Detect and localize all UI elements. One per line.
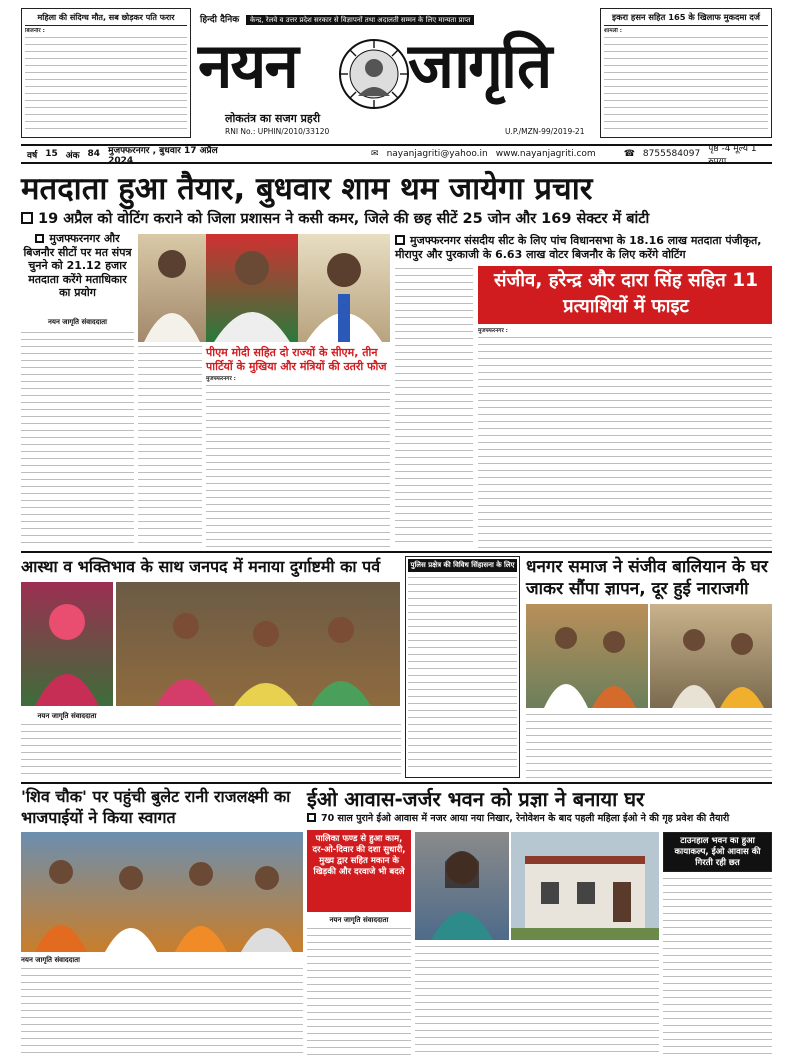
bullet-square-icon [35, 234, 44, 243]
durga-story-text [21, 722, 401, 778]
lead-right-head-text: मुजफ्फरनगर संसदीय सीट के लिए पांच विधानसभा के 18.16 लाख मतदाता पंजीकृत, मीरापुर और पुरकाजी के 6.63 लाख वोटर बिजनौर के लिए करेंगे वोटिंग [395, 234, 762, 261]
pages-price: पृष्ठ -4 मूल्य 1 रुपया [708, 144, 757, 167]
bullet-square-icon [307, 813, 316, 822]
lead-subhead-text: 19 अप्रैल को वोटिंग कराने को जिला प्रशासन ने कसी कमर, जिले की छह सीटें 25 जोन और 169 सेक्टर में बांटी [38, 211, 650, 227]
masthead-name-left: नयन [198, 29, 297, 102]
eo-col3-text [663, 876, 772, 1056]
modi-story-dateline: मुजफ्फरनगर : [206, 376, 236, 382]
masthead-name-right: जागृति [408, 29, 551, 102]
modi-story-text [206, 376, 390, 548]
lead-left-column-text [21, 330, 134, 548]
lead-subhead [21, 210, 772, 228]
place-date: मुजफ्फरनगर , बुधवार 17 अप्रैल 2024 [108, 145, 218, 166]
right-box-title: इकरा हसन सहित 165 के खिलाफ मुकदमा दर्ज [604, 12, 768, 26]
modi-story-headline: पीएम मोदी सहित दो राज्यों के सीएम, तीन पार्टियों के मुखिया और मंत्रियों की उतरी फौज [206, 346, 387, 373]
dhangar-photo-2 [650, 604, 772, 708]
dhangar-photo-1 [526, 604, 648, 708]
left-box-lead: बिजनौर : [25, 28, 45, 34]
lead-right-head [395, 234, 772, 262]
year-label: वर्ष [27, 150, 38, 161]
masthead-recognition: केन्द्र, रेलवे व उत्तर प्रदेश सरकार से विज्ञापनों तथा अदालती सम्मन के लिए मान्यता प्राप्त [246, 15, 474, 25]
durga-idol-photo [21, 582, 113, 706]
candidate-photo-1 [138, 234, 206, 342]
sanjeev-story-text [478, 328, 772, 548]
dhangar-story-text [526, 712, 772, 778]
eo-house-photo [511, 832, 659, 940]
email-address[interactable]: nayanjagriti@yahoo.in [386, 149, 488, 159]
eo-story-headline: ईओ आवास-जर्जर भवन को प्रज्ञा ने बनाया घर [307, 787, 645, 811]
eo-portrait-photo [415, 832, 509, 940]
masthead-hindi-dainik: हिन्दी दैनिक [200, 15, 240, 25]
section-divider [21, 782, 772, 784]
bullet-square-icon [395, 235, 405, 245]
candidate-photo-3 [298, 234, 390, 342]
eo-col1-text [307, 926, 411, 1056]
right-box-lead: शामली : [604, 28, 623, 34]
lead-side-head [21, 232, 134, 300]
year-value: 15 [45, 149, 58, 159]
right-news-box [600, 8, 772, 138]
masthead-slogan: लोकतंत्र का सजग प्रहरी [225, 112, 321, 125]
phone-icon: ☎ [623, 149, 635, 159]
eo-right-box [663, 832, 772, 872]
masthead-postal: U.P./MZN-99/2019-21 [505, 127, 585, 136]
eo-subhead-text: 70 साल पुराने ईओ आवास में नजर आया नया निखार, रेनोवेशन के बाद पहली महिला ईओ ने की गृह प्रवेश की तैयारी [321, 813, 730, 824]
police-box [405, 556, 520, 778]
lead-right-column-text [395, 266, 473, 548]
durga-byline: नयन जागृति संवाददाता [37, 712, 97, 720]
lead-side-head-text: मुजफ्फरनगर और बिजनौर सीटों पर मत संपत्र चुनने को 21.12 हजार मतदाता करेंगे मताधिकार का प्रयोग [23, 232, 132, 299]
police-box-title: पुलिस प्रक्षेत्र की विविध सिंहासना के लिए [408, 559, 517, 572]
bullet-square-icon [21, 212, 33, 224]
shivchowk-photo [21, 832, 303, 952]
dateline-bar [21, 144, 772, 167]
eo-red-box [307, 830, 411, 912]
issue-label: अंक [65, 150, 80, 161]
sanjeev-story-headline: संजीव, हरेन्द्र और दारा सिंह सहित 11 प्रत्याशियों में फाइट [494, 270, 758, 317]
lead-headline: मतदाता हुआ तैयार, बुधवार शाम थम जायेगा प्रचार [21, 171, 593, 207]
dhangar-story-headline: धनगर समाज ने संजीव बालियान के घर जाकर सौंपा ज्ञापन, दूर हुई नाराजगी [526, 557, 768, 599]
issue-value: 84 [87, 149, 101, 159]
eo-story-subhead [307, 813, 772, 825]
left-box-title: महिला की संदिग्ध मौत, सब छोड़कर पति फरार [25, 12, 187, 26]
section-divider [21, 551, 772, 553]
candidate-photo-2 [206, 234, 298, 342]
shivchowk-byline: नयन जागृति संवाददाता [21, 956, 80, 964]
eo-col2-text [415, 944, 659, 1056]
left-news-box [21, 8, 191, 138]
eo-red-box-text: पालिका फण्ड से हुआ काम, दर-ओ-दिवार की दशा सुधारी, मुख्य द्वार सहित मकान के खिड़की और दरवाजे भी बदले [312, 834, 406, 877]
eo-right-box-text: टाउनहाल भवन का हुआ कायाकल्प, ईओ आवास की गिरती रही छत [674, 836, 761, 868]
durga-puja-photo [116, 582, 400, 706]
email-icon: ✉ [371, 149, 379, 159]
shivchowk-story-text [21, 966, 303, 1056]
masthead-rni: RNI No.: UPHIN/2010/33120 [225, 127, 330, 136]
lead-byline: नयन जागृति संवाददाता [48, 318, 107, 326]
lead-mid-column-text [138, 344, 202, 548]
sanjeev-story-dateline: मुजफ्फरनगर : [478, 328, 508, 334]
shivchowk-story-headline: 'शिव चौक' पर पहुंची बुलेट रानी राजलक्ष्मी का भाजपाईयों ने किया स्वागत [21, 787, 291, 827]
masthead-emblem [338, 38, 410, 110]
durga-story-headline: आस्था व भक्तिभाव के साथ जनपद में मनाया दुर्गाष्टमी का पर्व [21, 557, 381, 576]
eo-byline: नयन जागृति संवाददाता [329, 916, 389, 924]
website-link[interactable]: www.nayanjagriti.com [495, 149, 596, 159]
phone-number: 8755584097 [642, 149, 701, 159]
